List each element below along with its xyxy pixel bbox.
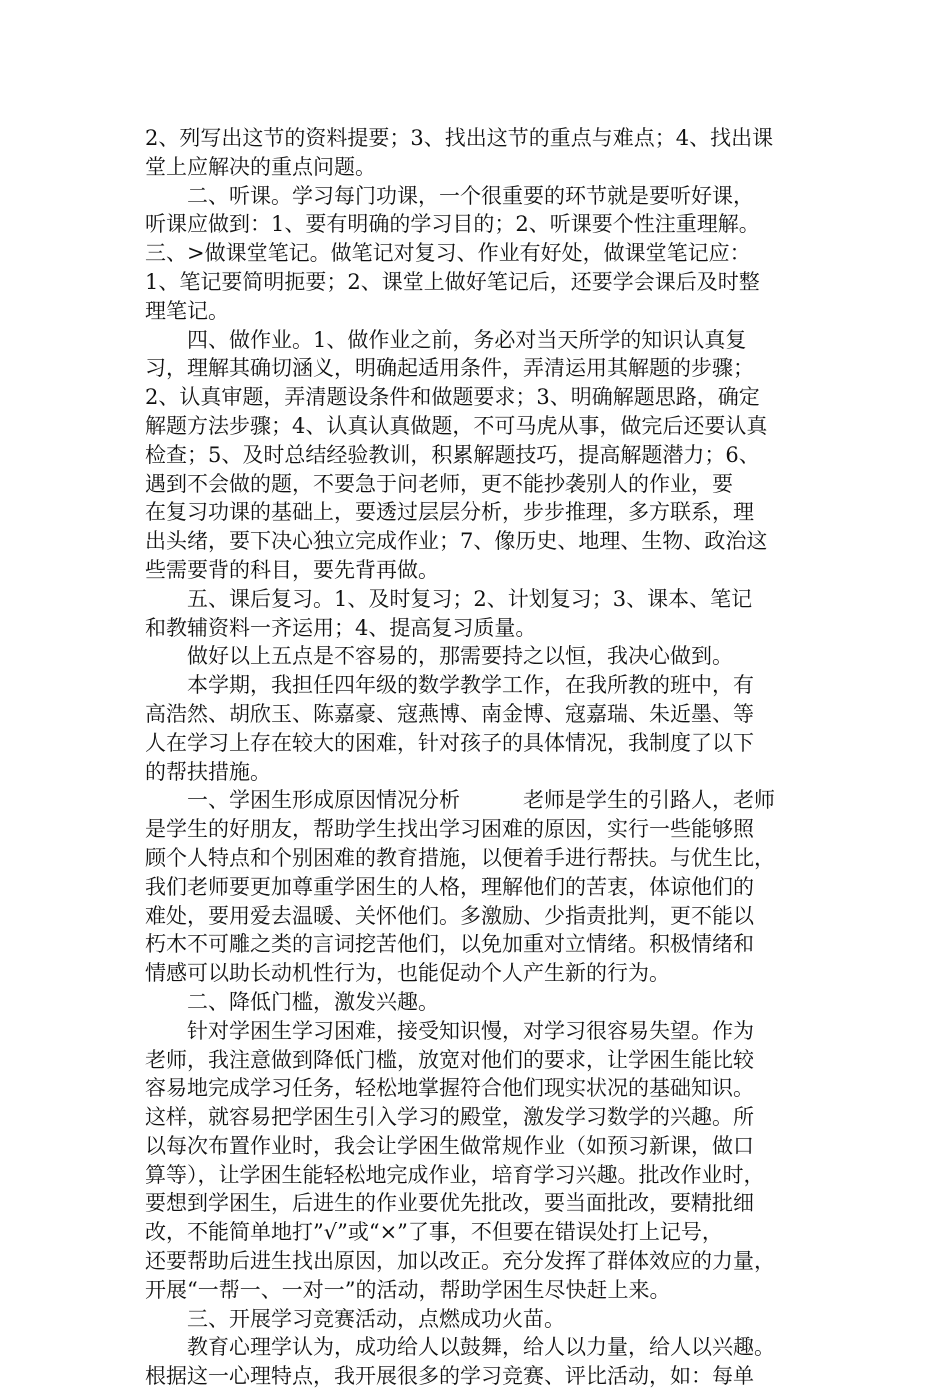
- text-line: 检查；5、及时总结经验教训，积累解题技巧，提高解题潜力；6、: [145, 442, 760, 467]
- text-line: 本学期，我担任四年级的数学教学工作，在我所教的班中，有: [145, 673, 754, 698]
- text-line: 二、降低门槛，激发兴趣。: [145, 989, 439, 1014]
- text-line: 根据这一心理特点，我开展很多的学习竞赛、评比活动，如：每单: [145, 1364, 754, 1389]
- text-line: 的帮扶措施。: [145, 759, 271, 784]
- text-line: 顾个人特点和个别困难的教育措施，以便着手进行帮扶。与优生比，: [145, 845, 775, 870]
- text-line: 习，理解其确切涵义，明确起适用条件，弄清运用其解题的步骤；: [145, 356, 754, 381]
- text-line: 些需要背的科目，要先背再做。: [145, 557, 439, 582]
- text-line: 以每次布置作业时，我会让学困生做常规作业（如预习新课，做口: [145, 1133, 754, 1158]
- text-line: 算等），让学困生能轻松地完成作业，培育学习兴趣。批改作业时，: [145, 1162, 765, 1187]
- text-line: 改，不能简单地打”√”或“×”了事，不但要在错误处打上记号，: [145, 1220, 723, 1245]
- text-line: 做好以上五点是不容易的，那需要持之以恒，我决心做到。: [145, 644, 733, 669]
- text-line: 三、开展学习竞赛活动，点燃成功火苗。: [145, 1306, 565, 1331]
- text-line: 容易地完成学习任务，轻松地掌握符合他们现实状况的基础知识。: [145, 1076, 754, 1101]
- text-line: 堂上应解决的重点问题。: [145, 154, 376, 179]
- text-line: 开展“一帮一、一对一”的活动，帮助学困生尽快赶上来。: [145, 1277, 671, 1302]
- text-line: 老师，我注意做到降低门槛，放宽对他们的要求，让学困生能比较: [145, 1047, 754, 1072]
- text-line: 听课应做到：1、要有明确的学习目的；2、听课要个性注重理解。: [145, 212, 760, 237]
- text-line: 教育心理学认为，成功给人以鼓舞，给人以力量，给人以兴趣。: [145, 1335, 775, 1360]
- text-line: 和教辅资料一齐运用；4、提高复习质量。: [145, 615, 537, 640]
- text-line: 1、笔记要简明扼要；2、课堂上做好笔记后，还要学会课后及时整: [145, 269, 760, 294]
- text-line: 朽木不可雕之类的言词挖苦他们，以免加重对立情绪。积极情绪和: [145, 932, 754, 957]
- text-line: 在复习功课的基础上，要透过层层分析，步步推理，多方联系，理: [145, 500, 754, 525]
- text-line: 2、列写出这节的资料提要；3、找出这节的重点与难点；4、找出课: [145, 126, 774, 150]
- text-line: 要想到学困生，后进生的作业要优先批改，要当面批改，要精批细: [145, 1191, 754, 1216]
- document-body: [145, 124, 807, 1391]
- text-line: 二、听课。学习每门功课，一个很重要的环节就是要听好课，: [145, 183, 754, 208]
- text-line: 这样，就容易把学困生引入学习的殿堂，激发学习数学的兴趣。所: [145, 1105, 754, 1130]
- text-line: 三、>做课堂笔记。做笔记对复习、作业有好处，做课堂笔记应：: [145, 241, 751, 266]
- text-line: 出头绪，要下决心独立完成作业；7、像历史、地理、生物、政治这: [145, 529, 768, 554]
- text-line: 解题方法步骤；4、认真认真做题，不可马虎从事，做完后还要认真: [145, 413, 768, 438]
- text-line: 四、做作业。1、做作业之前，务必对当天所学的知识认真复: [145, 327, 747, 352]
- text-line: 还要帮助后进生找出原因，加以改正。充分发挥了群体效应的力量，: [145, 1249, 775, 1274]
- text-line: 人在学习上存在较大的困难，针对孩子的具体情况，我制度了以下: [145, 730, 754, 755]
- text-line: 我们老师要更加尊重学困生的人格，理解他们的苦衷，体谅他们的: [145, 874, 754, 899]
- text-line: 情感可以助长动机性行为，也能促动个人产生新的行为。: [145, 961, 670, 986]
- text-line: 难处，要用爱去温暖、关怀他们。多激励、少指责批判，更不能以: [145, 903, 754, 928]
- text-line: 一、学困生形成原因情况分析 老师是学生的引路人，老师: [145, 788, 775, 813]
- text-line: 遇到不会做的题，不要急于问老师，更不能抄袭别人的作业，要: [145, 471, 733, 496]
- text-line: 是学生的好朋友，帮助学生找出学习困难的原因，实行一些能够照: [145, 817, 754, 842]
- text-line: 2、认真审题，弄清题设条件和做题要求；3、明确解题思路，确定: [145, 385, 760, 410]
- text-line: 针对学困生学习困难，接受知识慢，对学习很容易失望。作为: [145, 1018, 754, 1043]
- text-line: 五、课后复习。1、及时复习；2、计划复习；3、课本、笔记: [145, 586, 753, 611]
- text-line: 高浩然、胡欣玉、陈嘉豪、寇燕博、南金博、寇嘉瑞、朱近墨、等: [145, 701, 754, 726]
- text-line: 理笔记。: [145, 298, 229, 323]
